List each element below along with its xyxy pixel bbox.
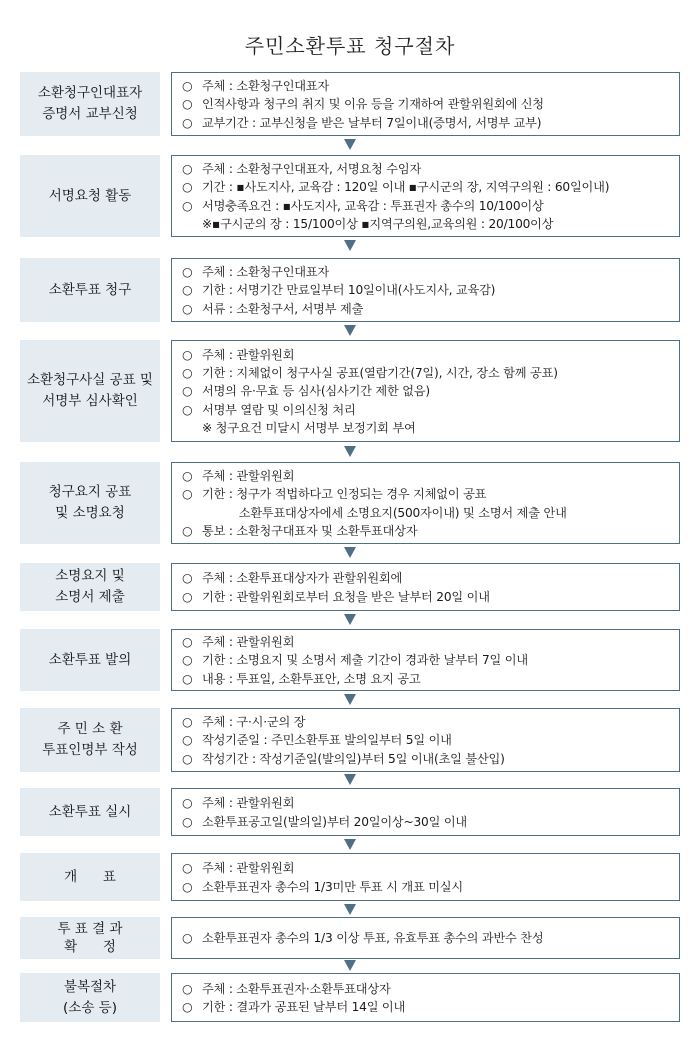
step-announcement-review	[20, 340, 680, 442]
step-label	[20, 629, 160, 691]
step-label-text: 개 표	[64, 868, 116, 885]
line-text: 기한 : 서명기간 만료일부터 10일이내(사도지사, 교육감)	[202, 283, 496, 298]
step-label	[20, 258, 160, 322]
bullet-icon: ○	[182, 180, 193, 195]
bullet-icon: ○	[182, 301, 193, 316]
line-text: 주체 : 소환투표권자·소환투표대상자	[202, 981, 391, 996]
bullet-icon: ○	[182, 715, 193, 730]
step-label-text: 소환투표 실시	[48, 803, 132, 820]
step-summary-notice	[20, 462, 680, 544]
step-content	[171, 973, 680, 1022]
line-text: 교부기간 : 교부신청을 받은 날부터 7일이내(증명서, 서명부 교부)	[202, 115, 542, 130]
content-line	[182, 633, 673, 651]
content-line	[182, 77, 673, 95]
content-line	[182, 731, 673, 749]
content-line	[182, 859, 673, 877]
step-label-text: 주 민 소 환 투표인명부 작성	[42, 721, 138, 758]
step-label-text: 청구요지 공표 및 소명요청	[48, 484, 132, 521]
step-content	[171, 917, 680, 959]
step-voter-list	[20, 708, 680, 772]
line-text: 주체 : 소환투표대상자가 관할위원회에	[202, 571, 403, 586]
content-line	[182, 588, 673, 606]
bullet-icon: ○	[182, 635, 193, 650]
bullet-icon: ○	[182, 97, 193, 112]
line-text: 소환투표권자 총수의 1/3 이상 투표, 유효투표 총수의 과반수 찬성	[202, 931, 544, 946]
step-label-text: 투 표 결 과 확 정	[57, 920, 123, 955]
content-line	[182, 750, 673, 768]
page-title: 주민소환투표 청구절차	[244, 34, 456, 58]
step-content	[171, 708, 680, 772]
step-content	[171, 629, 680, 691]
content-line	[182, 998, 673, 1016]
step-vote-counting	[20, 853, 680, 901]
step-label-text: 소환청구사실 공표 및 서명부 심사확인	[27, 372, 153, 409]
bullet-icon: ○	[182, 861, 193, 876]
line-text: 주체 : 관할위원회	[202, 347, 295, 362]
step-content	[171, 853, 680, 901]
line-text: 주체 : 소환청구인대표자	[202, 79, 329, 94]
line-text: 소환투표대상자에세 소명요지(500자이내) 및 소명서 제출 안내	[202, 505, 567, 520]
bullet-icon	[182, 504, 202, 522]
line-text: 기한 : 관할위원회로부터 요청을 받은 날부터 20일 이내	[202, 589, 490, 604]
down-arrow-icon	[344, 960, 356, 972]
line-text: 주체 : 구·시·군의 장	[202, 715, 306, 730]
content-line	[182, 364, 673, 382]
line-text: 서류 : 소환청구서, 서명부 제출	[202, 301, 364, 316]
bullet-icon: ○	[182, 162, 193, 177]
line-text: 기한 : 지체없이 청구사실 공표(열람기간(7일), 시간, 장소 함께 공표)	[202, 366, 558, 381]
line-text: 기한 : 청구가 적법하다고 인정되는 경우 지체없이 공표	[202, 487, 487, 502]
bullet-icon: ○	[182, 589, 193, 604]
line-text: 주체 : 관할위원회	[202, 635, 295, 650]
line-text: 내용 : 투표일, 소환투표안, 소명 요지 공고	[202, 671, 421, 686]
content-line	[182, 401, 673, 419]
content-line	[182, 980, 673, 998]
content-line	[182, 215, 673, 233]
bullet-icon: ○	[182, 879, 193, 894]
content-line	[182, 522, 673, 540]
content-line	[182, 485, 673, 503]
step-issue-certificate	[20, 72, 680, 136]
content-line	[182, 878, 673, 896]
line-text: 통보 : 소환청구대표자 및 소환투표대상자	[202, 523, 418, 538]
bullet-icon: ○	[182, 814, 193, 829]
bullet-icon: ○	[182, 487, 193, 502]
line-text: 주체 : 소환청구인대표자	[202, 265, 329, 280]
line-text: 주체 : 관할위원회	[202, 469, 295, 484]
step-content	[171, 788, 680, 836]
bullet-icon: ○	[182, 733, 193, 748]
content-line	[182, 929, 673, 947]
step-label-text: 서명요청 활동	[48, 187, 132, 204]
line-text: 주체 : 관할위원회	[202, 796, 295, 811]
bullet-icon: ○	[182, 79, 193, 94]
down-arrow-icon	[344, 774, 356, 786]
step-label	[20, 462, 160, 544]
bullet-icon: ○	[182, 115, 193, 130]
line-text: 주체 : 소환청구인대표자, 서명요청 수임자	[202, 162, 422, 177]
content-line	[182, 419, 673, 437]
content-line	[182, 281, 673, 299]
down-arrow-icon	[344, 904, 356, 916]
content-line	[182, 114, 673, 132]
step-label-text: 소명요지 및 소명서 제출	[55, 568, 125, 605]
bullet-icon: ○	[182, 653, 193, 668]
line-text: 서명부 열람 및 이의신청 처리	[202, 402, 356, 417]
bullet-icon: ○	[182, 523, 193, 538]
line-text: 소환투표권자 총수의 1/3미만 투표 시 개표 미실시	[202, 879, 463, 894]
bullet-icon: ○	[182, 751, 193, 766]
bullet-icon: ○	[182, 671, 193, 686]
content-line	[182, 346, 673, 364]
bullet-icon: ○	[182, 283, 193, 298]
step-label	[20, 72, 160, 136]
content-line	[182, 300, 673, 318]
line-text: 작성기준일 : 주민소환투표 발의일부터 5일 이내	[202, 733, 452, 748]
step-content	[171, 563, 680, 611]
line-text: ※▪구시군의 장 : 15/100이상 ▪지역구의원,교육의원 : 20/100이상	[202, 216, 554, 231]
step-content	[171, 258, 680, 322]
line-text: 기한 : 결과가 공표된 날부터 14일 이내	[202, 1000, 406, 1014]
step-label-text: 소환청구인대표자 증명서 교부신청	[37, 85, 143, 122]
line-text: 서명의 유·무효 등 심사(심사기간 제한 없음)	[202, 384, 430, 399]
step-label-text: 불복절차 (소송 등)	[63, 978, 117, 1016]
line-text: 작성기간 : 작성기준일(발의일)부터 5일 이내(초일 불산입)	[202, 751, 505, 766]
content-line	[182, 467, 673, 485]
down-arrow-icon	[344, 139, 356, 151]
content-line	[182, 713, 673, 731]
content-line	[182, 160, 673, 178]
down-arrow-icon	[344, 547, 356, 559]
content-line	[182, 95, 673, 113]
line-text: 인적사항과 청구의 취지 및 이유 등을 기재하여 관할위원회에 신청	[202, 97, 544, 112]
step-label	[20, 973, 160, 1022]
content-line	[182, 382, 673, 400]
step-label	[20, 155, 160, 237]
step-content	[171, 340, 680, 442]
step-label	[20, 563, 160, 611]
step-label-text: 소환투표 발의	[48, 651, 132, 668]
bullet-icon: ○	[182, 347, 193, 362]
content-line	[182, 263, 673, 281]
line-text: 기간 : ▪사도지사, 교육감 : 120일 이내 ▪구시군의 장, 지역구의원 : 60일이내)	[202, 180, 610, 195]
step-content	[171, 462, 680, 544]
down-arrow-icon	[344, 325, 356, 337]
content-line	[182, 504, 673, 522]
step-vote-initiation	[20, 629, 680, 691]
content-line	[182, 651, 673, 669]
step-label	[20, 340, 160, 442]
bullet-icon	[182, 215, 202, 233]
bullet-icon: ○	[182, 1000, 193, 1014]
bullet-icon: ○	[182, 571, 193, 586]
content-line	[182, 178, 673, 196]
content-line	[182, 569, 673, 587]
step-label	[20, 708, 160, 772]
bullet-icon: ○	[182, 796, 193, 811]
down-arrow-icon	[344, 446, 356, 458]
bullet-icon: ○	[182, 198, 193, 213]
line-text: 소환투표공고일(발의일)부터 20일이상~30일 이내	[202, 814, 468, 829]
step-content	[171, 155, 680, 237]
bullet-icon: ○	[182, 469, 193, 484]
line-text: ※ 청구요건 미달시 서명부 보정기회 부여	[202, 420, 416, 435]
bullet-icon: ○	[182, 384, 193, 399]
down-arrow-icon	[344, 614, 356, 626]
content-line	[182, 794, 673, 812]
step-label-text: 소환투표 청구	[48, 281, 132, 298]
line-text: 주체 : 관할위원회	[202, 861, 295, 876]
step-label	[20, 853, 160, 901]
step-appeal-procedure	[20, 973, 680, 1022]
content-line	[182, 670, 673, 688]
bullet-icon: ○	[182, 265, 193, 280]
bullet-icon: ○	[182, 402, 193, 417]
step-signature-collection	[20, 155, 680, 237]
bullet-icon: ○	[182, 366, 193, 381]
step-vote-execution	[20, 788, 680, 836]
step-explanation-submit	[20, 563, 680, 611]
content-line	[182, 197, 673, 215]
bullet-icon: ○	[182, 981, 193, 996]
down-arrow-icon	[344, 839, 356, 851]
step-result-confirmation	[20, 917, 680, 959]
content-line	[182, 813, 673, 831]
down-arrow-icon	[344, 240, 356, 252]
step-label	[20, 917, 160, 959]
down-arrow-icon	[344, 694, 356, 706]
bullet-icon	[182, 419, 202, 437]
line-text: 기한 : 소명요지 및 소명서 제출 기간이 경과한 날부터 7일 이내	[202, 653, 528, 668]
step-content	[171, 72, 680, 136]
step-recall-request	[20, 258, 680, 322]
line-text: 서명충족요건 : ▪사도지사, 교육감 : 투표권자 총수의 10/100이상	[202, 198, 544, 213]
bullet-icon: ○	[182, 931, 193, 946]
step-label	[20, 788, 160, 836]
